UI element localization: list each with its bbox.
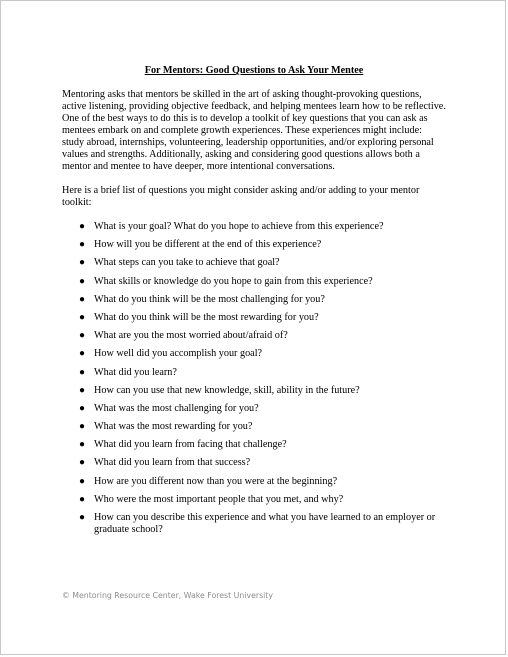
list-item [62, 276, 446, 288]
bullet-icon: ● [79, 384, 86, 396]
list-item [62, 421, 446, 433]
list-item [62, 294, 446, 306]
question-text: What are you the most worried about/afraid of? [94, 330, 288, 342]
list-item [62, 257, 446, 269]
question-text: What was the most rewarding for you? [94, 421, 253, 433]
question-text: What do you think will be the most rewarding for you? [94, 311, 319, 323]
copyright-footer: © Mentoring Resource Center, Wake Forest University [62, 591, 273, 600]
bullet-icon: ● [79, 239, 86, 251]
list-item [62, 494, 446, 506]
bullet-icon: ● [79, 402, 86, 414]
question-text: What steps can you take to achieve that goal? [94, 257, 280, 269]
list-item [62, 221, 446, 233]
question-text: How are you different now than you were at the beginning? [94, 475, 338, 487]
question-text: How can you describe this experience and what you have learned to an employer or graduate school? [94, 512, 436, 535]
bullet-icon: ● [79, 330, 86, 342]
bullet-icon: ● [79, 221, 86, 232]
question-text: Who were the most important people that you met, and why? [94, 493, 344, 505]
list-intro-paragraph: Here is a brief list of questions you might consider asking and/or adding to your mentor toolkit: [62, 185, 420, 208]
bullet-icon: ● [79, 421, 86, 433]
question-text: What do you think will be the most challenging for you? [94, 293, 325, 305]
list-item [62, 348, 446, 360]
question-text: How well did you accomplish your goal? [94, 348, 263, 360]
bullet-icon: ● [79, 311, 86, 323]
question-text: How can you use that new knowledge, skill, ability in the future? [94, 384, 360, 396]
document-body [62, 64, 446, 542]
bullet-icon: ● [79, 457, 86, 469]
list-item [62, 512, 446, 536]
bullet-icon: ● [79, 275, 86, 287]
list-item [62, 476, 446, 488]
bullet-icon: ● [79, 293, 86, 305]
question-text: What did you learn? [94, 366, 177, 378]
question-text: How will you be different at the end of this experience? [94, 239, 322, 251]
bullet-icon: ● [79, 439, 86, 451]
bullet-icon: ● [79, 493, 86, 505]
list-item [62, 439, 446, 451]
bullet-icon: ● [79, 366, 86, 378]
question-text: What was the most challenging for you? [94, 402, 259, 414]
page-title-text: For Mentors: Good Questions to Ask Your Mentee [144, 65, 364, 76]
bullet-icon: ● [79, 475, 86, 487]
bullet-icon: ● [79, 348, 86, 360]
question-text: What did you learn from that success? [94, 457, 251, 469]
page-title [62, 64, 446, 77]
list-item [62, 330, 446, 342]
list-item [62, 403, 446, 415]
list-item [62, 367, 446, 379]
bullet-icon: ● [79, 512, 86, 523]
question-text: What skills or knowledge do you hope to gain from this experience? [94, 275, 373, 287]
question-text: What is your goal? What do you hope to achieve from this experience? [94, 221, 384, 232]
questions-list [62, 221, 446, 536]
list-item [62, 457, 446, 469]
intro-paragraph: Mentoring asks that mentors be skilled in the art of asking thought-provoking questions, active listening, providing objective feedback, and helping mentees learn how to be reflective. One of the best ways to do this is to develop a toolkit of key questions that you can ask as mentees embark on and complete growth experiences. These experiences might include: study abroad, internships, volunteering, leadership opportunities, and/or exploring personal values and strengths. Additionally, asking and considering good questions allows both a mentor and mentee to have deeper, more intentional conversations. [62, 89, 446, 172]
bullet-icon: ● [79, 257, 86, 269]
list-item [62, 385, 446, 397]
list-item [62, 312, 446, 324]
question-text: What did you learn from facing that challenge? [94, 439, 287, 451]
list-item [62, 239, 446, 251]
